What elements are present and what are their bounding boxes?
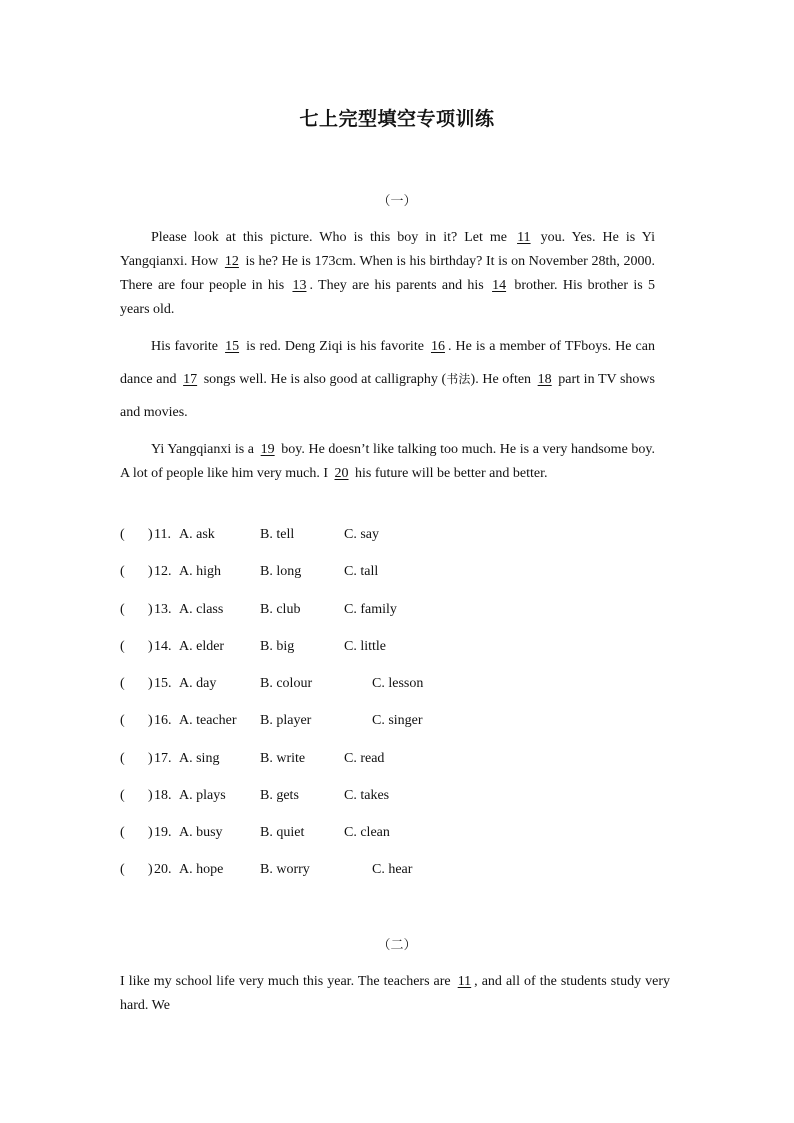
option-b: B. colour — [260, 676, 313, 691]
blank-14: 14 — [492, 278, 507, 293]
question-14 — [120, 637, 680, 657]
text: his future will be better and better. — [351, 466, 548, 481]
option-b: B. player — [260, 713, 312, 728]
blank-20: 20 — [334, 466, 349, 481]
option-b: B. worry — [260, 862, 310, 877]
text: songs well. He is also good at calligraphy ( — [200, 372, 447, 387]
option-c: C. lesson — [372, 676, 424, 691]
page-title: 七上完型填空专项训练 — [299, 108, 495, 130]
text: . They are his parents and his — [309, 278, 490, 293]
question-19 — [120, 823, 680, 843]
question-15 — [120, 674, 680, 694]
blank-19: 19 — [260, 442, 275, 457]
option-b: B. quiet — [260, 825, 305, 840]
blank-13: 13 — [292, 278, 307, 293]
answer-paren-close: ) — [148, 862, 153, 877]
text: , and all of the students study very hard. We — [120, 974, 671, 1013]
blank-18: 18 — [537, 372, 552, 387]
text: ). He often — [470, 372, 535, 387]
option-b: B. long — [260, 564, 302, 579]
passage-1-paragraph-2 — [120, 330, 655, 429]
text: Yi Yangqianxi is a — [151, 442, 258, 457]
question-13 — [120, 600, 680, 620]
section-heading-2: （二） — [377, 938, 417, 953]
option-a: A. plays — [179, 788, 226, 803]
text: is red. Deng Ziqi is his favorite — [242, 339, 428, 354]
answer-paren-open: ( — [120, 564, 125, 579]
option-c: C. family — [344, 602, 397, 617]
answer-paren-close: ) — [148, 527, 153, 542]
answer-paren-open: ( — [120, 825, 125, 840]
answer-paren-open: ( — [120, 713, 125, 728]
option-a: A. busy — [179, 825, 223, 840]
option-c: C. say — [344, 527, 379, 542]
answer-paren-close: ) — [148, 825, 153, 840]
blank-17: 17 — [183, 372, 198, 387]
question-number: 15. — [154, 676, 172, 691]
option-c: C. tall — [344, 564, 379, 579]
text: you. Yes. He is Yi Yangqianxi. How — [120, 230, 655, 269]
option-b: B. club — [260, 602, 301, 617]
blank-15: 15 — [225, 339, 240, 354]
option-a: A. class — [179, 602, 224, 617]
text: His favorite — [151, 339, 223, 354]
option-a: A. ask — [179, 527, 215, 542]
answer-paren-close: ) — [148, 639, 153, 654]
blank-11: 11 — [457, 974, 472, 989]
passage-1-paragraph-3 — [120, 438, 655, 486]
option-b: B. big — [260, 639, 295, 654]
question-number: 19. — [154, 825, 172, 840]
question-number: 12. — [154, 564, 172, 579]
answer-paren-open: ( — [120, 862, 125, 877]
text: I like my school life very much this year. The teachers are — [120, 974, 455, 989]
text: is he? He is 173cm. When is his birthday? It is on November 28th, 2000. There are four people in his — [120, 254, 655, 293]
chinese-gloss: 书法 — [446, 372, 471, 386]
text: Please look at this picture. Who is this boy in it? Let me — [151, 230, 515, 245]
answer-paren-open: ( — [120, 602, 125, 617]
answer-paren-open: ( — [120, 527, 125, 542]
question-number: 11. — [154, 527, 171, 542]
text: brother. His brother is 5 years old. — [120, 278, 656, 317]
question-number: 14. — [154, 639, 172, 654]
text: boy. He doesn’t like talking too much. He is a very handsome boy. A lot of people like him very much. I — [120, 442, 655, 481]
option-c: C. read — [344, 751, 385, 766]
passage-2-paragraph-1 — [120, 970, 670, 1018]
answer-paren-open: ( — [120, 751, 125, 766]
option-a: A. teacher — [179, 713, 237, 728]
blank-16: 16 — [430, 339, 445, 354]
section-heading-1: （一） — [377, 194, 417, 209]
option-b: B. tell — [260, 527, 295, 542]
option-a: A. hope — [179, 862, 224, 877]
question-number: 20. — [154, 862, 172, 877]
answer-paren-close: ) — [148, 788, 153, 803]
question-number: 18. — [154, 788, 172, 803]
answer-paren-open: ( — [120, 639, 125, 654]
option-a: A. sing — [179, 751, 220, 766]
option-c: C. hear — [372, 862, 413, 877]
answer-paren-close: ) — [148, 602, 153, 617]
question-11 — [120, 525, 680, 545]
option-c: C. clean — [344, 825, 390, 840]
option-a: A. day — [179, 676, 217, 691]
option-b: B. gets — [260, 788, 299, 803]
question-18 — [120, 786, 680, 806]
blank-11: 11 — [517, 230, 531, 245]
question-12 — [120, 562, 680, 582]
passage-1-paragraph-1 — [120, 226, 655, 322]
question-17 — [120, 749, 680, 769]
answer-paren-close: ) — [148, 751, 153, 766]
option-b: B. write — [260, 751, 306, 766]
answer-paren-close: ) — [148, 713, 153, 728]
question-number: 13. — [154, 602, 172, 617]
question-16 — [120, 711, 680, 731]
question-20 — [120, 860, 680, 880]
answer-paren-open: ( — [120, 676, 125, 691]
answer-paren-close: ) — [148, 564, 153, 579]
option-c: C. takes — [344, 788, 390, 803]
question-number: 17. — [154, 751, 172, 766]
answer-paren-close: ) — [148, 676, 153, 691]
text: part in TV shows and movies. — [120, 372, 655, 420]
option-c: C. singer — [372, 713, 423, 728]
answer-paren-open: ( — [120, 788, 125, 803]
option-a: A. elder — [179, 639, 225, 654]
text: . He is a member of TFboys. He can dance and — [120, 339, 655, 387]
question-number: 16. — [154, 713, 172, 728]
option-a: A. high — [179, 564, 221, 579]
option-c: C. little — [344, 639, 386, 654]
blank-12: 12 — [224, 254, 239, 269]
